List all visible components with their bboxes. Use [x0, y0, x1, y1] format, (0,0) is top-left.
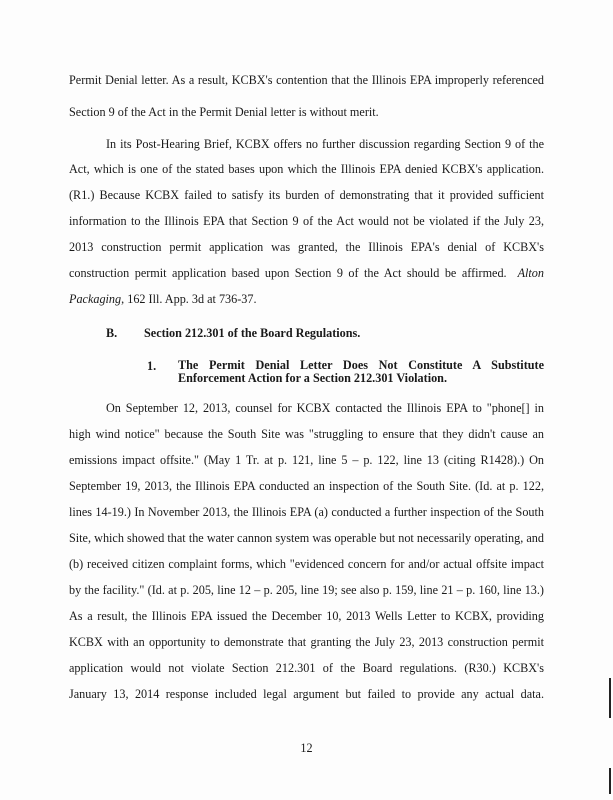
paragraph-text: construction permit application based upon Section 9 of the Act should be affirmed. [69, 266, 507, 280]
paragraph-line [69, 266, 544, 280]
section-letter: B. [106, 326, 118, 340]
subsection-title-line: Enforcement Action for a Section 212.301 Violation. [178, 371, 448, 385]
paragraph-line: KCBX with an opportunity to demonstrate that granting the July 23, 2013 construction permit [69, 635, 544, 649]
paragraph-line: Section 9 of the Act in the Permit Denial letter is without merit. [69, 105, 379, 119]
paragraph-line: (b) received citizen complaint forms, which "evidenced concern for and/or actual offsite impact [69, 557, 544, 571]
paragraph-line: emissions impact offsite." (May 1 Tr. at p. 121, line 5 – p. 122, line 13 (citing R1428).) On [69, 453, 544, 467]
margin-mark [609, 678, 611, 718]
subsection-title-line: The Permit Denial Letter Does Not Constitute A Substitute [178, 358, 544, 372]
subsection-number: 1. [147, 359, 157, 373]
paragraph-line: January 13, 2014 response included legal argument but failed to provide any actual data. [69, 687, 544, 701]
paragraph-line: application would not violate Section 212.301 of the Board regulations. (R30.) KCBX's [69, 661, 544, 675]
paragraph-line: Permit Denial letter. As a result, KCBX's contention that the Illinois EPA improperly referenced [69, 73, 544, 87]
paragraph-line: by the facility." (Id. at p. 205, line 12 – p. 205, line 19; see also p. 159, line 21 – p. 160, line 13.) [69, 583, 544, 597]
citation-text: , 162 Ill. App. 3d at 736-37. [121, 292, 257, 306]
paragraph-line [69, 292, 544, 306]
paragraph-line: 2013 construction permit application was granted, the Illinois EPA's denial of KCBX's [69, 240, 544, 254]
paragraph-line: On September 12, 2013, counsel for KCBX contacted the Illinois EPA to "phone[] in [106, 401, 544, 415]
margin-mark [609, 768, 611, 794]
paragraph-line: Act, which is one of the stated bases upon which the Illinois EPA denied KCBX's application. [69, 162, 544, 176]
paragraph-line: information to the Illinois EPA that Section 9 of the Act would not be violated if the July 23, [69, 214, 544, 228]
paragraph-line: In its Post-Hearing Brief, KCBX offers no further discussion regarding Section 9 of the [106, 137, 544, 151]
case-citation: Alton [517, 266, 544, 280]
paragraph-line: As a result, the Illinois EPA issued the December 10, 2013 Wells Letter to KCBX, providing [69, 609, 544, 623]
case-citation: Packaging [69, 292, 122, 306]
section-title: Section 212.301 of the Board Regulations. [144, 326, 361, 340]
paragraph-line: lines 14-19.) In November 2013, the Illinois EPA (a) conducted a further inspection of the South [69, 505, 544, 519]
paragraph-line: high wind notice" because the South Site was "struggling to ensure that they didn't cause an [69, 427, 544, 441]
paragraph-line: (R1.) Because KCBX failed to satisfy its burden of demonstrating that it provided sufficient [69, 188, 544, 202]
paragraph-line: September 19, 2013, the Illinois EPA conducted an inspection of the South Site. (Id. at p. 122, [69, 479, 544, 493]
subsection-title [178, 359, 544, 385]
paragraph-line: Site, which showed that the water cannon system was operable but not necessarily operating, and [69, 531, 544, 545]
page-number: 12 [300, 741, 313, 755]
